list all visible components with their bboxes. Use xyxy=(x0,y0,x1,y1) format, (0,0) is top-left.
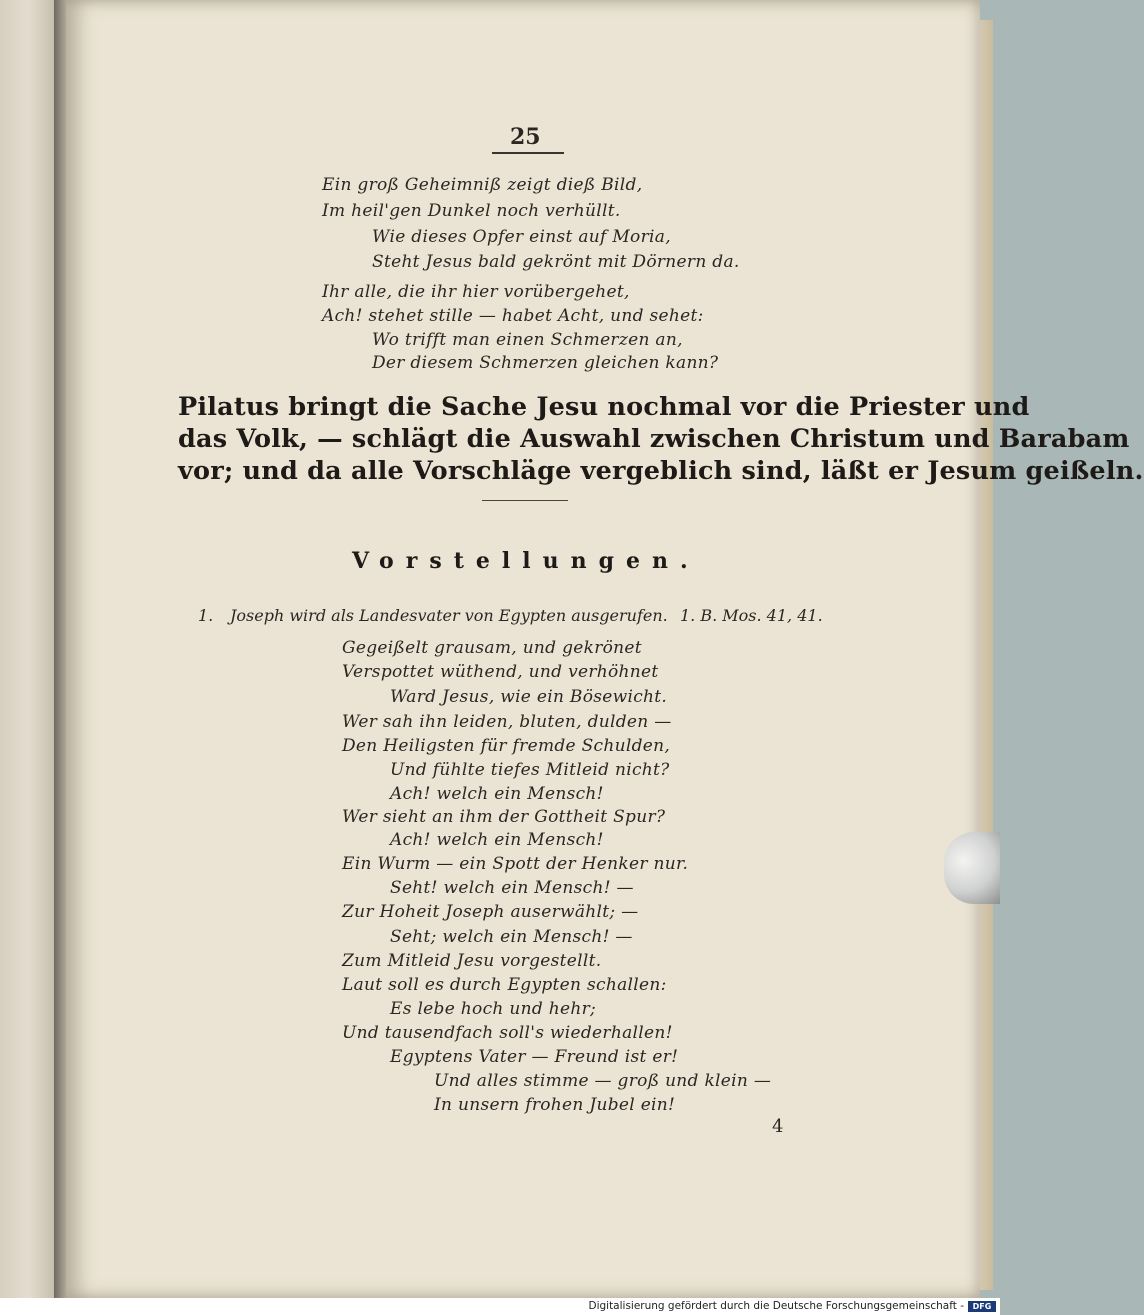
verse3-line: Wer sieht an ihm der Gottheit Spur? xyxy=(342,807,666,827)
verse1-line: Wie dieses Opfer einst auf Moria, xyxy=(372,227,671,247)
verse3-line: Seht; welch ein Mensch! — xyxy=(390,927,633,947)
verse3-line: Ach! welch ein Mensch! xyxy=(390,784,604,804)
verse1-line: Im heil'gen Dunkel noch verhüllt. xyxy=(322,201,621,221)
verse3-line: In unsern frohen Jubel ein! xyxy=(434,1095,676,1115)
verse2-line: Ach! stehet stille — habet Acht, und sehet: xyxy=(322,306,704,326)
verse3-line: Zum Mitleid Jesu vorgestellt. xyxy=(342,951,602,971)
verse1-line: Steht Jesus bald gekrönt mit Dörnern da. xyxy=(372,252,740,272)
verse3-line: Gegeißelt grausam, und gekrönet xyxy=(342,638,642,658)
verse3-line: Ward Jesus, wie ein Bösewicht. xyxy=(390,687,668,707)
funding-credit: Digitalisierung gefördert durch die Deutsche Forschungsgemeinschaft - xyxy=(588,1300,964,1312)
verse3-line: Ein Wurm — ein Spott der Henker nur. xyxy=(342,854,689,874)
verse3-line: Egyptens Vater — Freund ist er! xyxy=(390,1047,679,1067)
verse3-line: Laut soll es durch Egypten schallen: xyxy=(342,975,667,995)
verse2-line: Ihr alle, die ihr hier vorübergehet, xyxy=(322,282,630,302)
verse3-line: Verspottet wüthend, und verhöhnet xyxy=(342,662,659,682)
heading-line: Pilatus bringt die Sache Jesu nochmal vor die Priester und xyxy=(178,392,1030,422)
verse3-line: Zur Hoheit Joseph auserwählt; — xyxy=(342,902,639,922)
verse3-line: Ach! welch ein Mensch! xyxy=(390,830,604,850)
page-clip xyxy=(944,832,1000,904)
verse2-line: Der diesem Schmerzen gleichen kann? xyxy=(372,353,719,373)
signature-mark: 4 xyxy=(772,1116,784,1137)
scripture-reference: 1. B. Mos. 41, 41. xyxy=(680,606,823,625)
verse3-line: Den Heiligsten für fremde Schulden, xyxy=(342,736,671,756)
section-title: Vorstellungen. xyxy=(352,548,700,574)
verse3-line: Und alles stimme — groß und klein — xyxy=(434,1071,772,1091)
verse2-line: Wo trifft man einen Schmerzen an, xyxy=(372,330,683,350)
verse3-line: Wer sah ihn leiden, bluten, dulden — xyxy=(342,712,672,732)
item-text: Joseph wird als Landesvater von Egypten ausgerufen. xyxy=(230,606,668,625)
section-divider xyxy=(482,500,568,501)
heading-line: vor; und da alle Vorschläge vergeblich sind, läßt er Jesum geißeln. xyxy=(178,456,1144,486)
left-page-edge xyxy=(0,0,62,1298)
verse3-line: Und tausendfach soll's wiederhallen! xyxy=(342,1023,673,1043)
verse3-line: Es lebe hoch und hehr; xyxy=(390,999,597,1019)
verse3-line: Und fühlte tiefes Mitleid nicht? xyxy=(390,760,670,780)
verse3-line: Seht! welch ein Mensch! — xyxy=(390,878,634,898)
dfg-logo: DFG xyxy=(968,1301,996,1312)
page-number: 25 xyxy=(510,124,541,150)
item-number: 1. xyxy=(198,606,214,625)
heading-line: das Volk, — schlägt die Auswahl zwischen Christum und Barabam xyxy=(178,424,1130,454)
verse1-line: Ein groß Geheimniß zeigt dieß Bild, xyxy=(322,175,643,195)
page-number-rule xyxy=(492,152,564,154)
